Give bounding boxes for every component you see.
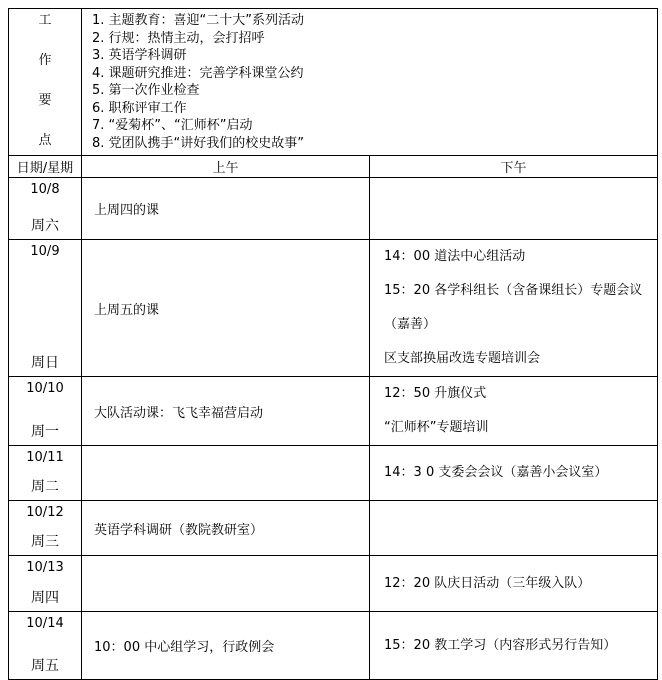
label-char: 要 (38, 93, 52, 108)
date: 10/13 (26, 560, 64, 575)
weekday: 周五 (31, 658, 59, 674)
weekly-schedule-table (8, 8, 658, 680)
date-cell (9, 556, 82, 612)
date: 10/10 (26, 381, 64, 396)
am-cell: 10：00 中心组学习，行政例会 (82, 612, 370, 680)
am-cell (82, 556, 370, 612)
pm-item: 15：20 各学科组长（含备课组长）专题会议（嘉善） (384, 283, 643, 332)
date: 10/9 (30, 244, 60, 259)
table-row (9, 178, 658, 240)
weekday: 周四 (31, 590, 59, 606)
weekday: 周三 (31, 534, 59, 550)
work-points-label (9, 9, 82, 156)
pm-cell (370, 556, 658, 612)
work-points-list (82, 9, 658, 156)
date-cell (9, 446, 82, 501)
pm-item: 15：20 教工学习（内容形式另行告知） (384, 637, 617, 653)
date: 10/8 (30, 182, 60, 197)
weekday: 周日 (31, 355, 59, 371)
date: 10/11 (26, 450, 64, 465)
date: 10/12 (26, 505, 64, 520)
header-am: 上午 (82, 156, 370, 178)
weekday: 周六 (31, 218, 59, 234)
label-char: 作 (38, 53, 52, 68)
work-point: 2. 行规：热情主动，会打招呼 (92, 30, 265, 46)
table-row (9, 446, 658, 501)
pm-cell (370, 446, 658, 501)
date-cell (9, 377, 82, 446)
pm-item: 14：3 0 支委会会议（嘉善小会议室） (384, 465, 608, 480)
pm-cell (370, 501, 658, 556)
pm-cell (370, 178, 658, 240)
header-date: 日期/星期 (9, 156, 82, 178)
pm-item: 12：20 队庆日活动（三年级入队） (384, 575, 591, 591)
pm-item: 14：00 道法中心组活动 (384, 249, 526, 264)
header-row (9, 156, 658, 178)
weekday: 周二 (31, 479, 59, 495)
work-point: 7. “爱菊杯”、“汇师杯”启动 (92, 118, 253, 133)
pm-item: 区支部换届改选专题培训会 (384, 351, 541, 366)
label-char: 工 (38, 13, 52, 28)
date: 10/14 (26, 616, 64, 631)
am-cell (82, 446, 370, 501)
work-points-row (9, 9, 658, 156)
work-point: 1. 主题教育：喜迎“二十大”系列活动 (92, 13, 305, 28)
date-cell (9, 240, 82, 377)
work-point: 3. 英语学科调研 (92, 48, 187, 63)
work-point: 5. 第一次作业检查 (92, 83, 200, 98)
am-cell: 大队活动课：飞飞幸福营启动 (82, 377, 370, 446)
pm-item: 12：50 升旗仪式 (384, 386, 487, 401)
pm-cell (370, 240, 658, 377)
am-cell: 英语学科调研（教院教研室） (82, 501, 370, 556)
work-point: 6. 职称评审工作 (92, 100, 187, 116)
table-row (9, 240, 658, 377)
table-row (9, 612, 658, 680)
pm-item: “汇师杯”专题培训 (384, 420, 489, 435)
am-cell: 上周四的课 (82, 178, 370, 240)
date-cell (9, 178, 82, 240)
work-point: 4. 课题研究推进：完善学科课堂公约 (92, 65, 304, 81)
pm-cell (370, 377, 658, 446)
am-cell: 上周五的课 (82, 240, 370, 377)
weekday: 周一 (31, 424, 59, 440)
table-row (9, 556, 658, 612)
table-row (9, 501, 658, 556)
label-char: 点 (38, 133, 52, 148)
date-cell (9, 612, 82, 680)
header-pm: 下午 (370, 156, 658, 178)
work-point: 8. 党团队携手“讲好我们的校史故事” (92, 135, 305, 151)
table-row (9, 377, 658, 446)
date-cell (9, 501, 82, 556)
pm-cell (370, 612, 658, 680)
